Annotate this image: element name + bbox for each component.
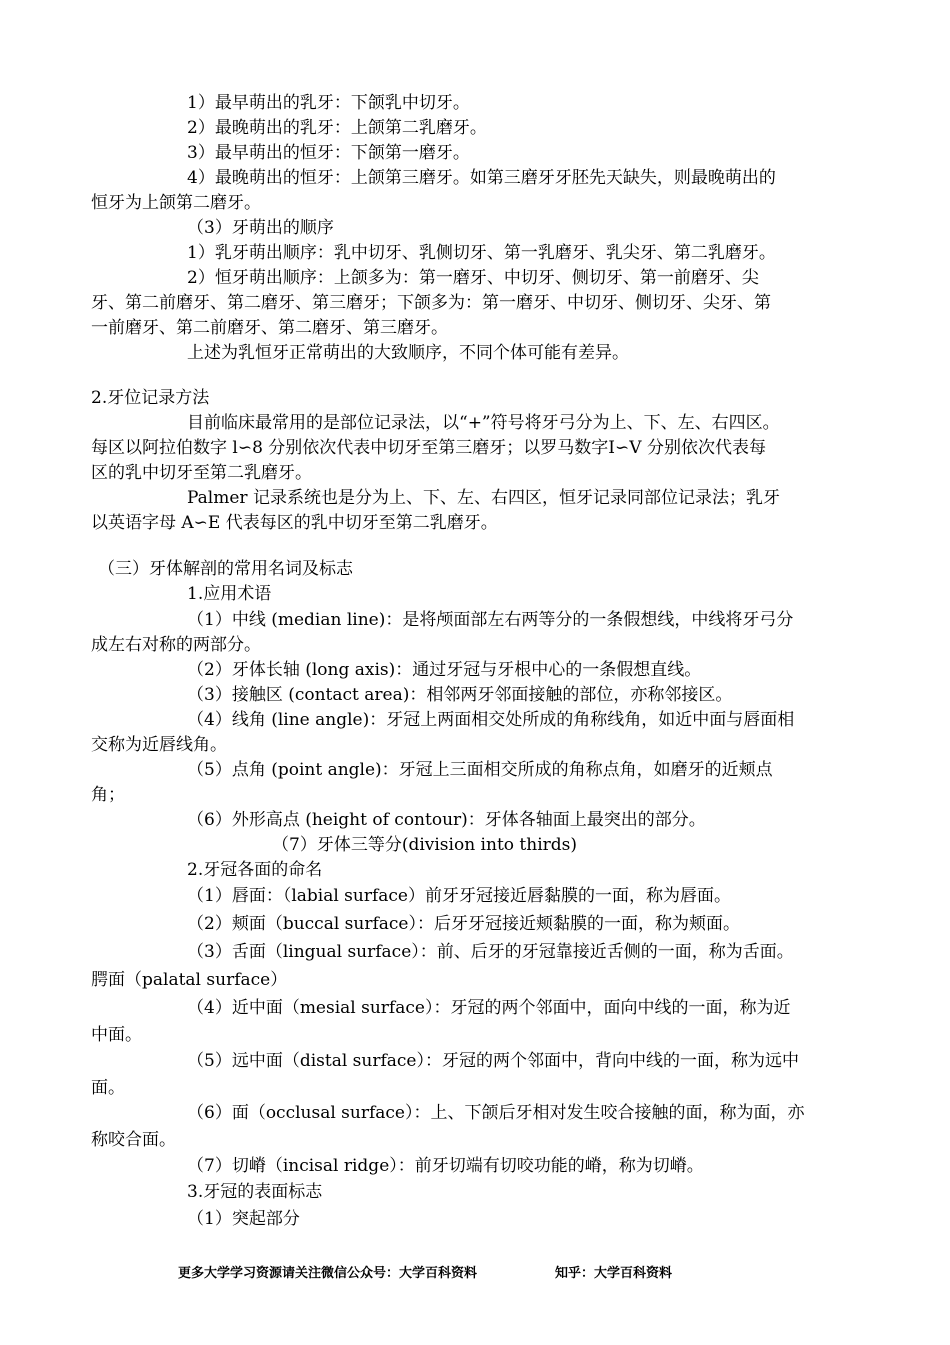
subsection-heading: 1.应用术语	[187, 584, 272, 604]
text-line: 交称为近唇线角。	[91, 735, 227, 755]
text-line: 牙、第二前磨牙、第二磨牙、第三磨牙；下颌多为：第一磨牙、中切牙、侧切牙、尖牙、第	[91, 293, 771, 313]
text-line: 1）最早萌出的乳牙：下颌乳中切牙。	[187, 93, 470, 113]
text-line: （2）颊面（buccal surface）：后牙牙冠接近颊黏膜的一面，称为颊面。	[187, 914, 740, 934]
text-line: 目前临床最常用的是部位记录法，以“+”符号将牙弓分为上、下、左、右四区。	[187, 413, 780, 433]
text-line: （3）舌面（lingual surface）：前、后牙的牙冠靠接近舌侧的一面，称为舌面。	[187, 942, 794, 962]
text-line: 1）乳牙萌出顺序：乳中切牙、乳侧切牙、第一乳磨牙、乳尖牙、第二乳磨牙。	[187, 243, 776, 263]
text-line: 区的乳中切牙至第二乳磨牙。	[91, 463, 312, 483]
section-heading: 2.牙位记录方法	[91, 388, 210, 408]
text-line: 上述为乳恒牙正常萌出的大致顺序，不同个体可能有差异。	[187, 343, 629, 363]
text-line: （1）突起部分	[187, 1209, 300, 1229]
text-line: （6）面（occlusal surface）：上、下颌后牙相对发生咬合接触的面，称为面，亦	[187, 1103, 805, 1123]
text-line: 4）最晚萌出的恒牙：上颌第三磨牙。如第三磨牙牙胚先天缺失，则最晚萌出的	[187, 168, 776, 188]
text-line: （6）外形高点 (height of contour)：牙体各轴面上最突出的部分。	[187, 810, 706, 830]
footer-wechat-note: 更多大学学习资源请关注微信公众号：大学百科资料	[178, 1266, 478, 1281]
text-line: 以英语字母 A∽E 代表每区的乳中切牙至第二乳磨牙。	[91, 513, 498, 533]
section-heading: （3）牙萌出的顺序	[187, 218, 334, 238]
text-line: 每区以阿拉伯数字 l∽8 分别依次代表中切牙至第三磨牙；以罗马数字I∽V 分别依次代表每	[91, 438, 766, 458]
text-line: 称咬合面。	[91, 1130, 176, 1150]
text-line: 2）最晚萌出的乳牙：上颌第二乳磨牙。	[187, 118, 487, 138]
text-line: （1）中线 (median line)：是将颅面部左右两等分的一条假想线，中线将牙弓分	[187, 610, 794, 630]
text-line: 成左右对称的两部分。	[91, 635, 261, 655]
text-line: 角；	[91, 785, 125, 805]
subsection-heading: 3.牙冠的表面标志	[187, 1182, 323, 1202]
text-line: 腭面（palatal surface）	[91, 970, 288, 990]
text-line: 3）最早萌出的恒牙：下颌第一磨牙。	[187, 143, 470, 163]
text-line: （5）点角 (point angle)：牙冠上三面相交所成的角称点角，如磨牙的近颊点	[187, 760, 773, 780]
text-line: （7）切嵴（incisal ridge）：前牙切端有切咬功能的嵴，称为切嵴。	[187, 1156, 704, 1176]
text-line: 中面。	[91, 1025, 142, 1045]
text-line: （1）唇面：（labial surface）前牙牙冠接近唇黏膜的一面，称为唇面。	[187, 886, 731, 906]
text-line: 一前磨牙、第二前磨牙、第二磨牙、第三磨牙。	[91, 318, 448, 338]
subsection-heading: 2.牙冠各面的命名	[187, 860, 323, 880]
text-line: （2）牙体长轴 (long axis)：通过牙冠与牙根中心的一条假想直线。	[187, 660, 702, 680]
text-line: 面。	[91, 1078, 125, 1098]
footer-zhihu-note: 知乎：大学百科资料	[555, 1266, 673, 1281]
text-line: （4）近中面（mesial surface）：牙冠的两个邻面中，面向中线的一面，称为近	[187, 998, 791, 1018]
text-line: （4）线角 (line angle)：牙冠上两面相交处所成的角称线角，如近中面与唇面相	[187, 710, 795, 730]
text-line: Palmer 记录系统也是分为上、下、左、右四区，恒牙记录同部位记录法；乳牙	[187, 488, 780, 508]
text-line: 恒牙为上颌第二磨牙。	[91, 193, 261, 213]
text-line: 2）恒牙萌出顺序：上颌多为：第一磨牙、中切牙、侧切牙、第一前磨牙、尖	[187, 268, 759, 288]
text-line: （3）接触区 (contact area)：相邻两牙邻面接触的部位，亦称邻接区。	[187, 685, 733, 705]
text-line: （7）牙体三等分(division into thirds)	[272, 835, 577, 855]
section-heading: （三）牙体解剖的常用名词及标志	[98, 559, 353, 579]
text-line: （5）远中面（distal surface）：牙冠的两个邻面中，背向中线的一面，称为远中	[187, 1051, 799, 1071]
